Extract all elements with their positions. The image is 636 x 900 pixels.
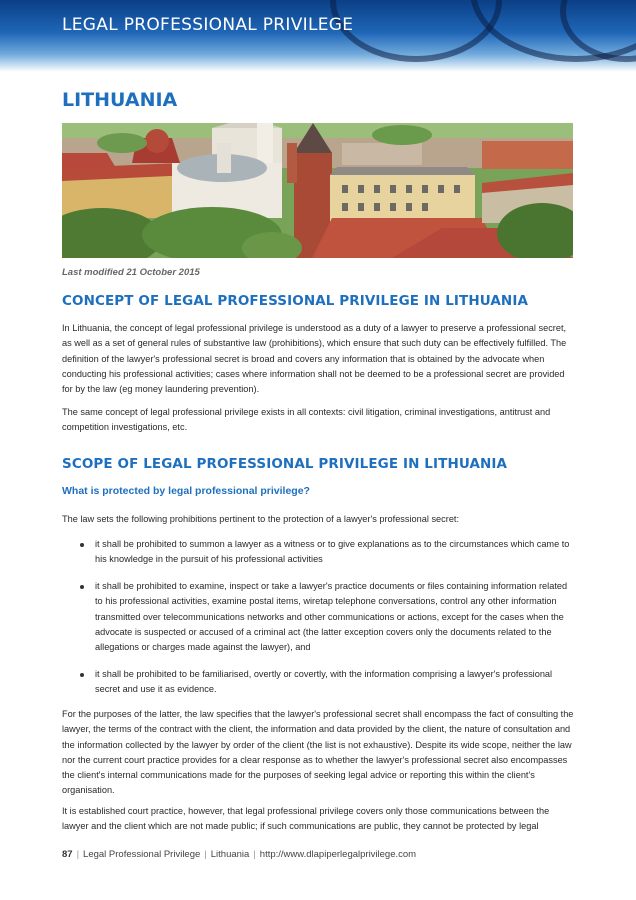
page-number: 87 <box>62 849 73 860</box>
page-footer <box>62 849 416 860</box>
header-banner <box>0 0 636 72</box>
footer-country: Lithuania <box>210 849 250 860</box>
footer-separator: | <box>76 849 80 860</box>
paragraph: The same concept of legal professional privilege exists in all contexts: civil litigation, criminal investigations, antitrust and competition investigations, etc. <box>62 407 551 433</box>
list-item: it shall be prohibited to be familiarised, overtly or covertly, with the information comprising a lawyer's professional secret and use it as evidence. <box>95 669 553 695</box>
footer-doc-title: Legal Professional Privilege <box>83 849 201 860</box>
section-heading-scope: SCOPE OF LEGAL PROFESSIONAL PRIVILEGE IN LITHUANIA <box>62 456 508 472</box>
list-item: it shall be prohibited to examine, inspect or take a lawyer's practice documents or files containing information related to his professional activities, examine postal items, wiretap telephone conversations, control any other information transmitted over telecommunications networks and other communications or actions, except for the cases when the advocate is suspected or accused of a criminal act (the latter exception covers only the documents related to the allegations or charges made against the lawyer), and <box>95 581 568 653</box>
list-item: it shall be prohibited to summon a lawyer as a witness or to give explanations as to the circumstances which came to his knowledge in the pursuit of his professional activities <box>95 539 570 565</box>
paragraph: For the purposes of the latter, the law specifies that the lawyer's professional secret shall encompass the fact of consulting the lawyer, the terms of the contract with the client, the information and data provided by the client, the nature of consultation and the information collected by the lawyer by order of the client (the list is not exhaustive). Despite its wide scope, neither the law nor the current court practice provides for a clear response as to whether the lawyer's professional secret also encompasses the client's internal communications made for the purposes of seeking legal advice or reporting this within the client's organisation. <box>62 709 574 796</box>
subheading: What is protected by legal professional privilege? <box>62 485 310 497</box>
header-title: LEGAL PROFESSIONAL PRIVILEGE <box>62 15 354 35</box>
bullet-dot <box>80 585 84 589</box>
vilnius-cityscape-photo <box>62 123 573 258</box>
paragraph: In Lithuania, the concept of legal professional privilege is understood as a duty of a lawyer to preserve a professional secret, as well as a set of general rules of substantive law (prohibitions), which ensure that such duty can be effectively fulfilled. The definition of the lawyer's professional secret is broad and covers any information that is obtained by the advocate when conducting his professional activities; cases where information shall not be deemed to be a professional secret are provided for by the law (eg money laundering prevention). <box>62 323 567 395</box>
footer-separator: | <box>253 849 256 860</box>
footer-separator: | <box>204 849 207 860</box>
paragraph: It is established court practice, however, that legal professional privilege covers only those communications between the lawyer and the client which are not made public; if such communications are public, they cannot be protected by legal <box>62 806 550 832</box>
bullet-dot <box>80 673 84 677</box>
paragraph: The law sets the following prohibitions pertinent to the protection of a lawyer's professional secret: <box>62 514 460 524</box>
footer-url-link[interactable]: http://www.dlapiperlegalprivilege.com <box>259 849 417 860</box>
section-heading-concept: CONCEPT OF LEGAL PROFESSIONAL PRIVILEGE IN LITHUANIA <box>62 293 528 309</box>
page-title: LITHUANIA <box>62 89 178 111</box>
bullet-dot <box>80 543 84 547</box>
last-modified-date: Last modified 21 October 2015 <box>62 267 200 278</box>
